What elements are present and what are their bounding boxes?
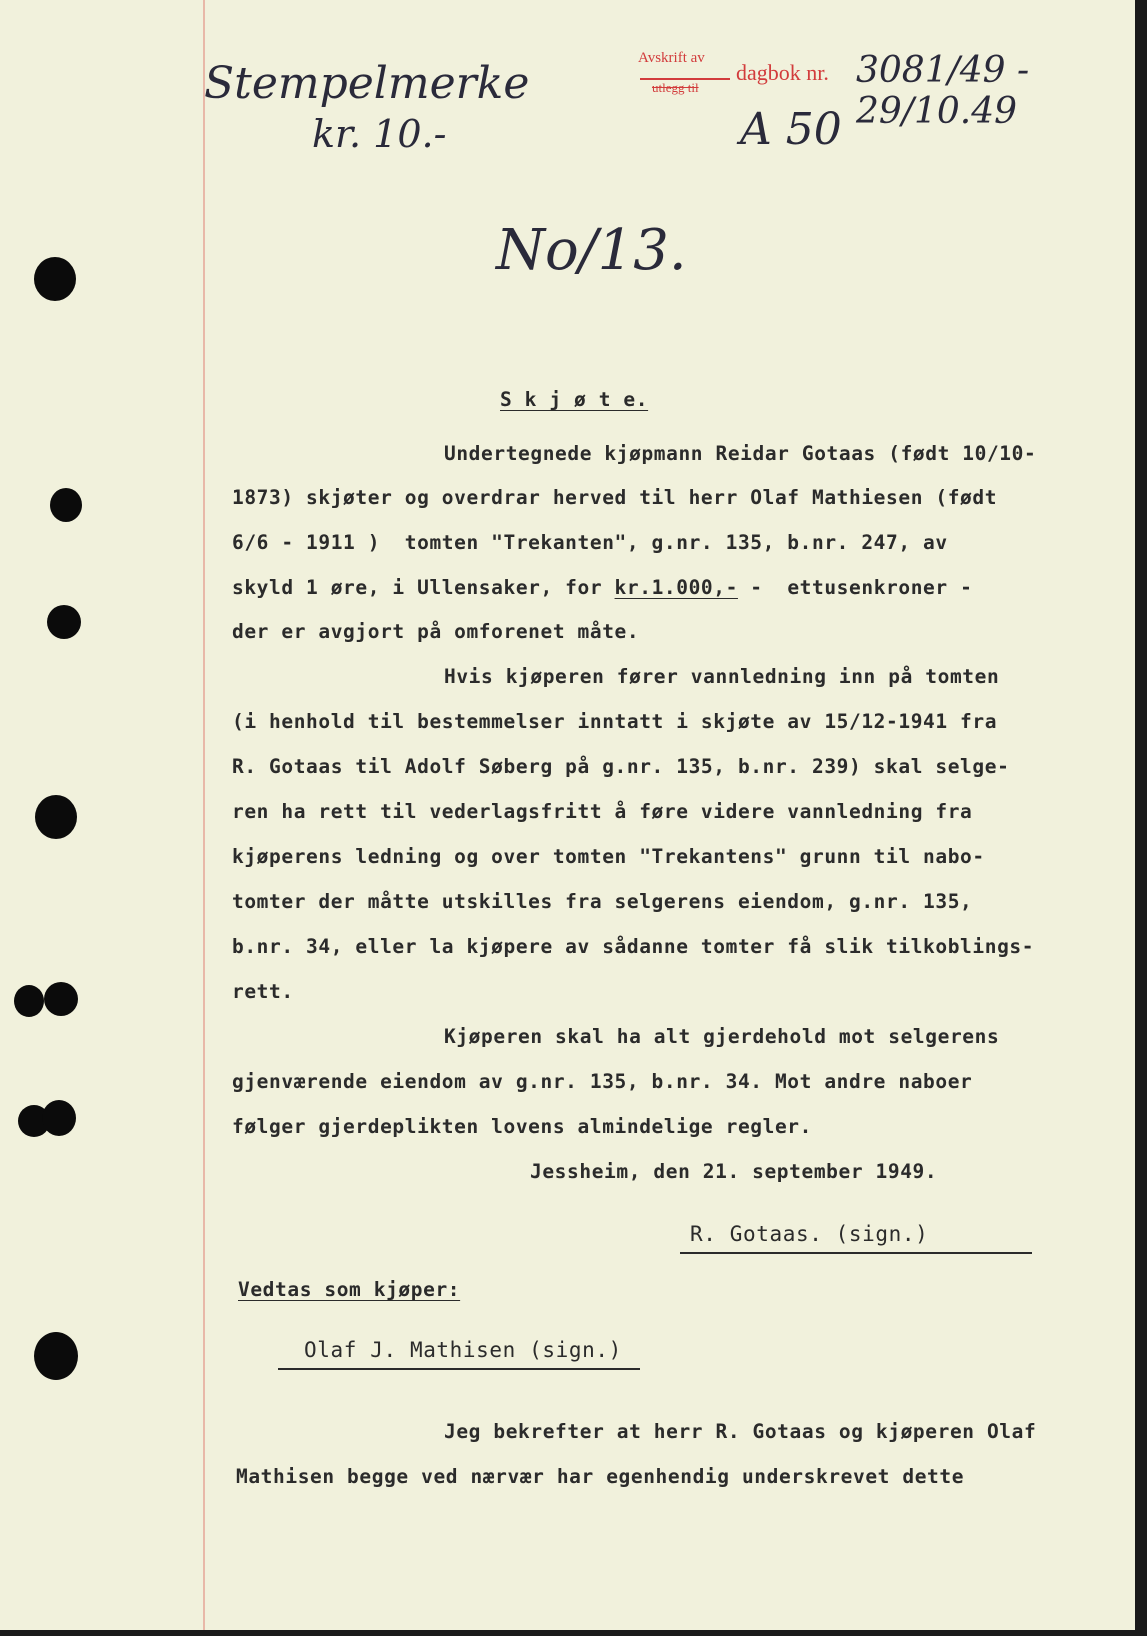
stamp-dagbok: dagbok nr.	[736, 60, 829, 85]
handwritten-code: A 50	[740, 104, 842, 155]
punch-hole	[34, 257, 76, 301]
body-line: der er avgjort på omforenet måte.	[232, 620, 640, 643]
punch-hole	[14, 985, 44, 1017]
stamp-utlegg: utlegg til	[652, 80, 699, 95]
document-title: S k j ø t e.	[500, 388, 649, 411]
body-line: tomter der måtte utskilles fra selgerens eiendom, g.nr. 135,	[232, 890, 973, 913]
punch-hole	[34, 1332, 78, 1380]
accepted-label: Vedtas som kjøper:	[238, 1278, 461, 1301]
body-line: 1873) skjøter og overdrar herved til herr Olaf Mathiesen (født	[232, 486, 998, 509]
handwritten-amount: kr. 10.-	[312, 112, 447, 156]
seller-signature: R. Gotaas. (sign.)	[690, 1222, 929, 1246]
body-line: ren ha rett til vederlagsfritt å føre videre vannledning fra	[232, 800, 973, 823]
body-line: b.nr. 34, eller la kjøpere av sådanne tomter få slik tilkoblings-	[232, 935, 1035, 958]
body-line: rett.	[232, 980, 294, 1003]
signature-rule	[680, 1252, 1032, 1254]
body-line: (i henhold til bestemmelser inntatt i skjøte av 15/12-1941 fra	[232, 710, 998, 733]
body-line: kjøperens ledning og over tomten "Trekantens" grunn til nabo-	[232, 845, 985, 868]
body-line: Kjøperen skal ha alt gjerdehold mot selgerens	[444, 1025, 1000, 1048]
confirm-line: Jeg bekrefter at herr R. Gotaas og kjøperen Olaf	[444, 1420, 1037, 1443]
handwritten-stamp-note: Stempelmerke	[204, 58, 530, 109]
body-line: Hvis kjøperen fører vannledning inn på tomten	[444, 665, 1000, 688]
amount-words: - ettusenkroner -	[737, 576, 973, 599]
body-line: R. Gotaas til Adolf Søberg på g.nr. 135, b.nr. 239) skal selge-	[232, 755, 1010, 778]
body-line: 6/6 - 1911 ) tomten "Trekanten", g.nr. 135, b.nr. 247, av	[232, 531, 948, 554]
handwritten-journal-number: 3081/49 - 29/10.49	[856, 50, 1030, 132]
body-line: gjenværende eiendom av g.nr. 135, b.nr. 34. Mot andre naboer	[232, 1070, 973, 1093]
handwritten-number: No/13.	[496, 218, 687, 283]
body-line: Undertegnede kjøpmann Reidar Gotaas (født 10/10-	[444, 442, 1037, 465]
stamp-avskrift: Avskrift av	[638, 50, 705, 66]
place-date: Jessheim, den 21. september 1949.	[530, 1160, 938, 1183]
body-line: følger gjerdeplikten lovens almindelige regler.	[232, 1115, 812, 1138]
punch-hole	[42, 1100, 76, 1136]
punch-hole	[44, 982, 78, 1016]
amount: kr.1.000,-	[614, 576, 738, 599]
body-line	[232, 576, 972, 599]
punch-hole	[47, 605, 81, 639]
confirm-line: Mathisen begge ved nærvær har egenhendig underskrevet dette	[236, 1465, 965, 1488]
margin-line	[203, 0, 205, 1630]
punch-hole	[35, 795, 77, 839]
body-line-text: skyld 1 øre, i Ullensaker, for	[232, 576, 615, 599]
signature-rule	[278, 1368, 640, 1370]
punch-hole	[50, 488, 82, 522]
buyer-signature: Olaf J. Mathisen (sign.)	[304, 1338, 622, 1362]
